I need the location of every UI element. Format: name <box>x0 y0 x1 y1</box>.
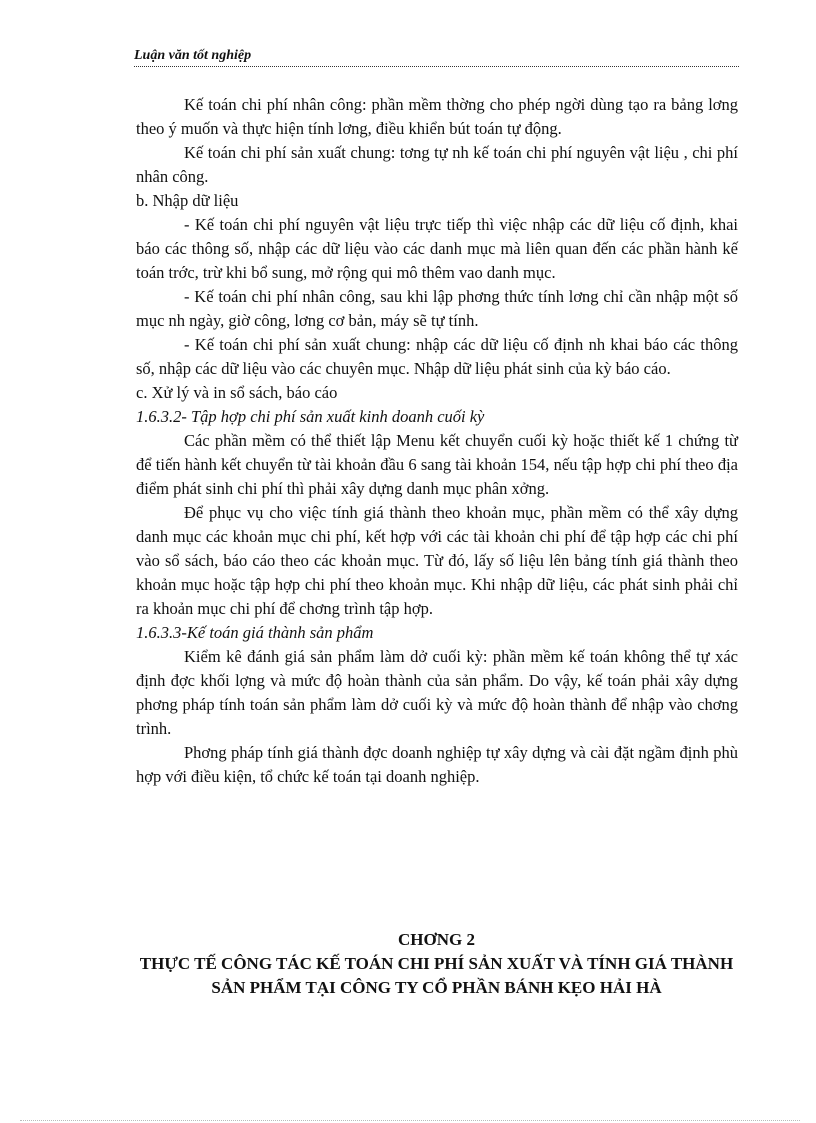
chapter-label: CHƠNG 2 <box>398 930 475 949</box>
paragraph-overhead-entry: - Kế toán chi phí sản xuất chung: nhập các dữ liệu cố định nh khai báo các thông số, nhập các dữ liệu vào các chuyên mục. Nhập dữ liệu phát sinh của kỳ báo cáo. <box>136 335 738 378</box>
page-footer-rule <box>20 1120 800 1121</box>
paragraph-transfer: Các phần mềm có thể thiết lập Menu kết chuyển cuối kỳ hoặc thiết kế 1 chứng từ để tiến hành kết chuyển từ tài khoản đầu 6 sang tài khoản 154, nếu tập hợp chi phí theo địa điểm phát sinh chi phí thì phải xây dựng danh mục phân xởng. <box>136 431 738 498</box>
paragraph-labor-cost: Kế toán chi phí nhân công: phần mềm thờng cho phép ngời dùng tạo ra bảng lơng theo ý muốn và thực hiện tính lơng, điều khiển bút toán tự động. <box>136 95 738 138</box>
body-text <box>136 93 738 789</box>
chapter-heading <box>134 928 739 1000</box>
chapter-title: THỰC TẾ CÔNG TÁC KẾ TOÁN CHI PHÍ SẢN XUẤT VÀ TÍNH GIÁ THÀNH SẢN PHẨM TẠI CÔNG TY CỔ PHẦN BÁNH KẸO HẢI HÀ <box>139 954 734 997</box>
paragraph-material-entry: - Kế toán chi phí nguyên vật liệu trực tiếp thì việc nhập các dữ liệu cố định, khai báo các thông số, nhập các dữ liệu vào các danh mục mà liên quan đến các phần hành kế toán trớc, trừ khi bổ sung, mở rộng qui mô thêm vao danh mục. <box>136 215 738 282</box>
page-header <box>134 46 739 67</box>
subheading-data-entry: b. Nhập dữ liệu <box>136 191 239 210</box>
paragraph-costing-method: Phơng pháp tính giá thành đợc doanh nghiệp tự xây dựng và cài đặt ngầm định phù hợp với điều kiện, tổ chức kế toán tại doanh nghiệp. <box>136 743 738 786</box>
paragraph-cost-items: Để phục vụ cho việc tính giá thành theo khoản mục, phần mềm có thể xây dựng danh mục các khoản mục chi phí, kết hợp với các tài khoản chi phí để tập hợp các chi phí vào sổ sách, báo cáo theo các khoản mục. Từ đó, lấy số liệu lên bảng tính giá thành theo khoản mục hoặc tập hợp chi phí theo khoản mục. Khi nhập dữ liệu, các phát sinh phải chỉ ra khoản mục chi phí để chơng trình tập hợp. <box>136 503 738 618</box>
paragraph-wip: Kiểm kê đánh giá sản phẩm làm dở cuối kỳ: phần mềm kế toán không thể tự xác định đợc khối lợng và mức độ hoàn thành của sản phẩm. Do vậy, kế toán phải xây dựng phơng pháp tính toán sản phẩm làm dở cuối kỳ và mức độ hoàn thành để nhập vào chơng trình. <box>136 647 738 738</box>
header-title: Luận văn tốt nghiệp <box>134 48 252 63</box>
subheading-processing: c. Xử lý và in sổ sách, báo cáo <box>136 383 338 402</box>
section-heading-1632: 1.6.3.2- Tập hợp chi phí sản xuất kinh doanh cuối kỳ <box>136 407 485 426</box>
paragraph-labor-entry: - Kế toán chi phí nhân công, sau khi lập phơng thức tính lơng chỉ cần nhập một số mục nh ngày, giờ công, lơng cơ bản, máy sẽ tự tính. <box>136 287 738 330</box>
paragraph-overhead-cost: Kế toán chi phí sản xuất chung: tơng tự nh kế toán chi phí nguyên vật liệu , chi phí nhân công. <box>136 143 738 186</box>
section-heading-1633: 1.6.3.3-Kế toán giá thành sản phẩm <box>136 623 374 642</box>
